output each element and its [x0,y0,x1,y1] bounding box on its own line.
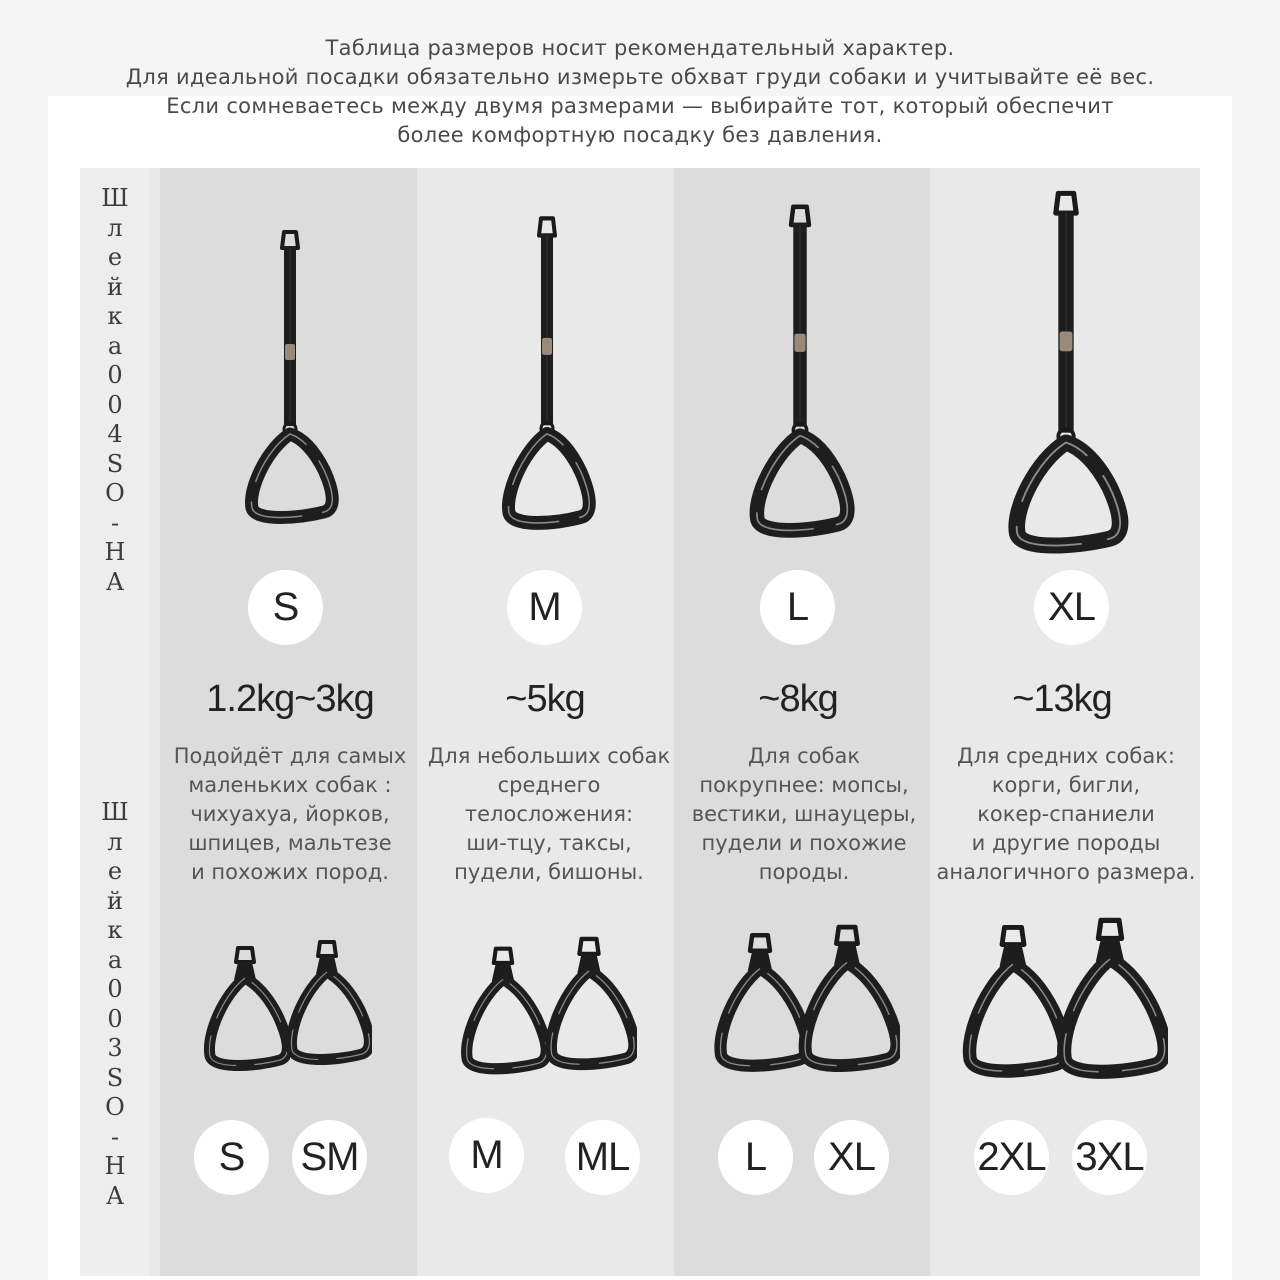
row-label-char: Ш [101,184,129,212]
harness-003-icon [282,938,372,1068]
size-badge: ML [565,1120,640,1195]
row-label-char: л [107,827,123,856]
size-badge: 3XL [1072,1120,1147,1195]
description-line: среднего [497,773,601,797]
description-line: покрупнее: мопсы, [699,773,909,797]
breed-description [674,742,934,887]
row-label-column [80,168,150,1276]
size-column-xl [930,168,1200,1276]
description-line: пудели и похожие [701,831,907,855]
notice-line: более комфортную посадку без давления. [397,123,883,147]
row-label-004 [80,184,150,597]
description-line: кокер-спаниели [977,802,1155,826]
breed-description [160,742,420,887]
breed-description [936,742,1196,887]
row-label-char: 0 [107,390,123,419]
row-label-char: Ш [101,798,129,826]
row-label-char: O [105,479,125,507]
harness-003-icon [794,920,900,1078]
breed-description [419,742,679,887]
row-label-char: H [104,1152,126,1180]
harness-003-icon [541,934,637,1074]
row-label-char: S [106,449,124,478]
description-line: Для средних собак: [957,744,1175,768]
size-badge: 2XL [974,1120,1049,1195]
row-label-char: 0 [107,361,123,389]
row-label-char: е [107,857,123,885]
description-line: шпицев, мальтезе [188,831,392,855]
description-line: телосложения: [464,802,634,826]
description-line: пудели, бишоны. [454,860,644,884]
row-label-char: 3 [107,1034,123,1062]
weight-range: ~5kg [505,678,585,720]
size-badge: M [449,1118,524,1193]
row-label-char: к [107,916,123,944]
row-label-char: л [107,213,123,242]
size-badge: M [507,570,582,645]
description-line: и похожих пород. [191,860,389,884]
row-label-char: е [107,243,123,271]
size-column-m [417,168,674,1276]
size-table [80,168,1200,1276]
harness-003-icon [1052,912,1168,1086]
weight-range: 1.2kg~3kg [206,678,374,720]
description-line: породы. [758,860,850,884]
description-line: ши-тцу, таксы, [466,831,632,855]
description-line: корги, бигли, [991,773,1141,797]
size-badge: L [760,570,835,645]
size-badge: S [194,1120,269,1195]
description-line: и другие породы [971,831,1161,855]
description-line: Подойдёт для самых [173,744,407,768]
row-label-003 [80,798,150,1211]
row-label-char: A [106,1181,124,1210]
row-label-char: - [110,1122,120,1151]
row-label-char: 0 [107,1004,123,1033]
weight-range: ~13kg [1012,678,1112,720]
harness-004-icon [744,200,856,540]
row-label-char: а [107,331,123,360]
notice-line: Для идеальной посадки обязательно измерьте обхват груди собаки и учитывайте её вес. [125,65,1155,89]
row-label-char: A [106,567,124,596]
description-line: аналогичного размера. [936,860,1196,884]
row-label-char: - [110,508,120,537]
size-badge: XL [1034,570,1109,645]
size-badge: XL [814,1120,889,1195]
harness-003-icon [457,944,549,1078]
row-label-char: H [104,538,126,566]
harness-004-icon [497,212,597,532]
row-label-char: а [107,945,123,974]
description-line: Для небольших собак [427,744,671,768]
size-badge: L [718,1120,793,1195]
harness-004-icon [1002,186,1130,556]
weight-range: ~8kg [758,678,838,720]
row-label-char: й [107,272,123,301]
size-column-l [674,168,930,1276]
harness-004-icon [240,226,340,526]
description-line: маленьких собак : [188,773,392,797]
size-chart-notice [0,34,1280,150]
description-line: Для собак [747,744,861,768]
row-label-char: й [107,886,123,915]
row-label-char: 0 [107,975,123,1003]
notice-line: Таблица размеров носит рекомендательный характер. [325,36,955,60]
size-badge: SM [292,1120,367,1195]
harness-003-icon [200,944,290,1074]
size-badge: S [248,570,323,645]
description-line: вестики, шнауцеры, [691,802,917,826]
row-label-char: к [107,302,123,330]
row-label-char: S [106,1063,124,1092]
notice-line: Если сомневаетесь между двумя размерами — выбирайте тот, который обеспечит [166,94,1114,118]
size-column-s [160,168,417,1276]
row-label-char: O [105,1093,125,1121]
row-label-char: 4 [107,420,123,448]
description-line: чихуахуа, йорков, [190,802,390,826]
